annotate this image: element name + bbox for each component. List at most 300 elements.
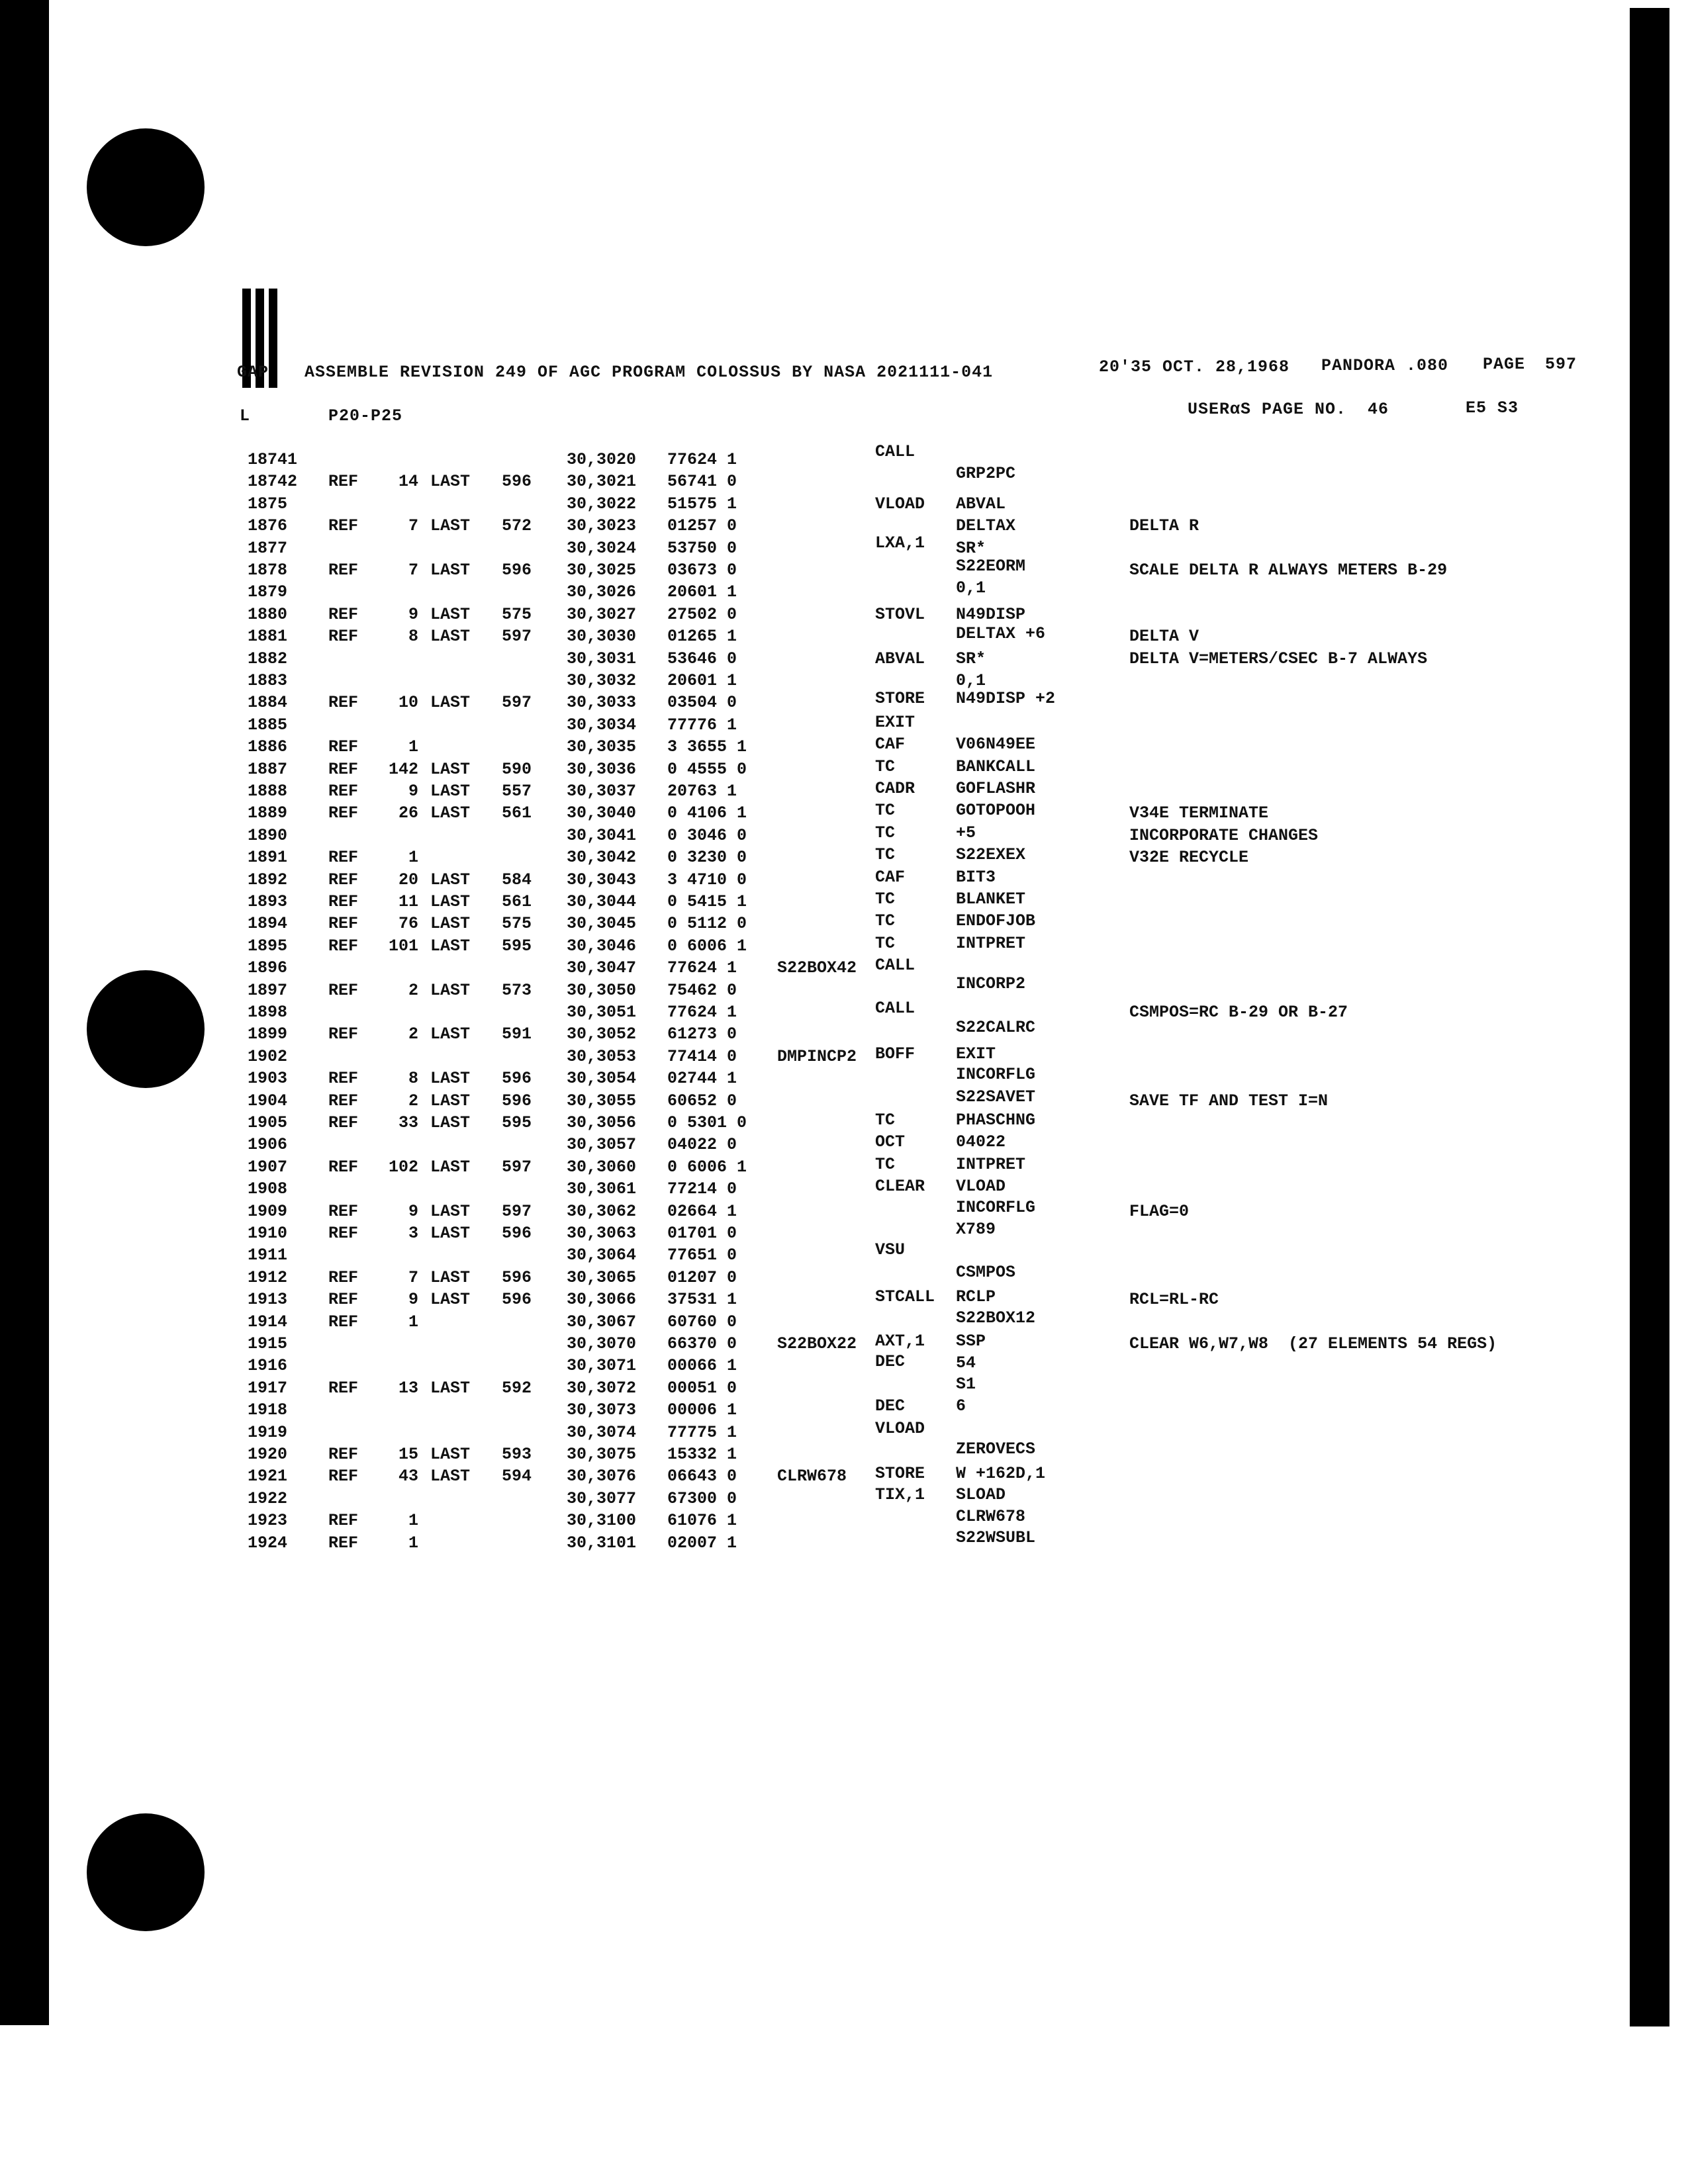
line-number: 1889 <box>248 803 288 823</box>
line-number: 1910 <box>248 1224 288 1243</box>
operand: INCORFLG <box>956 1065 1036 1085</box>
listing-row <box>0 958 1589 980</box>
opcode: VSU <box>875 1240 906 1260</box>
listing-row <box>0 1334 1589 1356</box>
address: 30,3044 <box>567 892 637 911</box>
operand: 6 <box>956 1396 966 1416</box>
header-prefix: GAP <box>237 363 269 382</box>
opcode: OCT <box>875 1132 906 1152</box>
octal-word: 77776 1 <box>667 715 737 735</box>
address: 30,3063 <box>567 1224 637 1243</box>
ref-marker: REF <box>328 759 359 779</box>
address: 30,3073 <box>567 1400 637 1420</box>
operand: VLOAD <box>956 1177 1006 1197</box>
line-number: 1917 <box>248 1378 288 1398</box>
listing-row <box>0 649 1589 671</box>
ref-marker: REF <box>328 1069 359 1089</box>
address: 30,3075 <box>567 1445 637 1464</box>
last-marker: LAST <box>430 1267 471 1287</box>
octal-word: 27502 0 <box>667 604 737 624</box>
comment: DELTA V=METERS/CSEC B-7 ALWAYS <box>1129 649 1428 668</box>
listing-row <box>0 974 1589 1003</box>
listing-row <box>0 1087 1589 1113</box>
address: 30,3062 <box>567 1201 637 1221</box>
line-number: 1923 <box>248 1511 288 1531</box>
header-page-number: 597 <box>1545 355 1577 374</box>
comment: INCORPORATE CHANGES <box>1129 825 1319 845</box>
line-number: 1909 <box>248 1201 288 1221</box>
listing-row <box>0 557 1589 582</box>
octal-word: 0 4555 0 <box>667 759 747 779</box>
opcode: TC <box>875 911 896 931</box>
octal-word: 0 4106 1 <box>667 803 747 823</box>
operand: S22SAVET <box>956 1087 1036 1107</box>
octal-word: 01257 0 <box>667 516 737 536</box>
last-page: 575 <box>502 914 532 934</box>
listing-row <box>0 1287 1589 1312</box>
last-page: 592 <box>502 1378 532 1398</box>
last-page: 593 <box>502 1445 532 1464</box>
line-number: 1908 <box>248 1179 288 1199</box>
address: 30,3060 <box>567 1157 637 1177</box>
last-marker: LAST <box>430 561 471 580</box>
operand: S22EXEX <box>956 845 1026 865</box>
address: 30,3035 <box>567 737 637 757</box>
address: 30,3034 <box>567 715 637 735</box>
comment: V34E TERMINATE <box>1129 803 1269 823</box>
operand: S1 <box>956 1374 976 1394</box>
operand: +5 <box>956 823 976 842</box>
octal-word: 51575 1 <box>667 494 737 514</box>
opcode: CALL <box>875 442 915 461</box>
listing-row <box>0 578 1589 604</box>
ref-marker: REF <box>328 936 359 956</box>
octal-word: 61273 0 <box>667 1024 737 1044</box>
last-page: 557 <box>502 782 532 801</box>
line-number: 1890 <box>248 825 288 845</box>
last-marker: LAST <box>430 627 471 647</box>
octal-word: 60652 0 <box>667 1091 737 1111</box>
last-page: 597 <box>502 1201 532 1221</box>
address: 30,3033 <box>567 693 637 713</box>
last-marker: LAST <box>430 472 471 492</box>
ref-marker: REF <box>328 782 359 801</box>
last-page: 597 <box>502 693 532 713</box>
last-page: 596 <box>502 561 532 580</box>
listing-row <box>0 999 1589 1024</box>
octal-word: 02007 1 <box>667 1533 737 1553</box>
symbol-label: CLRW678 <box>777 1467 847 1486</box>
ref-marker: REF <box>328 737 359 757</box>
ref-count: 3 <box>408 1224 418 1243</box>
line-number: 1884 <box>248 693 288 713</box>
last-page: 561 <box>502 803 532 823</box>
octal-word: 03504 0 <box>667 693 737 713</box>
operand: 0,1 <box>956 578 986 598</box>
opcode: CAF <box>875 735 906 754</box>
last-marker: LAST <box>430 1069 471 1089</box>
listing-row <box>0 1132 1589 1157</box>
octal-word: 06643 0 <box>667 1467 737 1486</box>
ref-count: 26 <box>398 803 418 823</box>
ref-marker: REF <box>328 693 359 713</box>
line-number: 1886 <box>248 737 288 757</box>
line-number: 1920 <box>248 1445 288 1464</box>
address: 30,3047 <box>567 958 637 978</box>
line-number: 1911 <box>248 1246 288 1265</box>
opcode: EXIT <box>875 712 915 732</box>
ref-count: 13 <box>398 1378 418 1398</box>
octal-word: 66370 0 <box>667 1334 737 1353</box>
octal-word: 0 6006 1 <box>667 1157 747 1177</box>
octal-word: 02664 1 <box>667 1201 737 1221</box>
address: 30,3031 <box>567 649 637 668</box>
line-number: 1903 <box>248 1069 288 1089</box>
last-page: 594 <box>502 1467 532 1486</box>
line-number: 1880 <box>248 604 288 624</box>
line-number: 1918 <box>248 1400 288 1420</box>
listing-row <box>0 823 1589 848</box>
address: 30,3041 <box>567 825 637 845</box>
operand: N49DISP <box>956 604 1026 624</box>
ref-count: 9 <box>408 1290 418 1310</box>
operand: S22BOX12 <box>956 1308 1036 1328</box>
ref-marker: REF <box>328 848 359 868</box>
address: 30,3076 <box>567 1467 637 1486</box>
last-page: 596 <box>502 1290 532 1310</box>
address: 30,3020 <box>567 450 637 469</box>
operand: DELTAX +6 <box>956 624 1046 644</box>
line-number: 1878 <box>248 561 288 580</box>
last-marker: LAST <box>430 1445 471 1464</box>
listing-row <box>0 1065 1589 1091</box>
line-number: 1881 <box>248 627 288 647</box>
last-marker: LAST <box>430 892 471 911</box>
opcode: CLEAR <box>875 1177 925 1197</box>
last-marker: LAST <box>430 1024 471 1044</box>
address: 30,3065 <box>567 1267 637 1287</box>
address: 30,3030 <box>567 627 637 647</box>
last-marker: LAST <box>430 1290 471 1310</box>
octal-word: 20601 1 <box>667 671 737 690</box>
address: 30,3045 <box>567 914 637 934</box>
opcode: TC <box>875 889 896 909</box>
listing-row <box>0 1484 1589 1511</box>
octal-word: 61076 1 <box>667 1511 737 1531</box>
listing-row <box>0 605 1589 627</box>
last-page: 596 <box>502 1091 532 1111</box>
octal-word: 0 3230 0 <box>667 848 747 868</box>
listing-row <box>0 464 1589 494</box>
address: 30,3040 <box>567 803 637 823</box>
ref-marker: REF <box>328 914 359 934</box>
last-page: 596 <box>502 1069 532 1089</box>
ref-marker: REF <box>328 1224 359 1243</box>
line-number: 1919 <box>248 1422 288 1442</box>
ref-count: 7 <box>408 1267 418 1287</box>
ref-count: 9 <box>408 782 418 801</box>
comment: DELTA V <box>1129 627 1199 647</box>
operand: EXIT <box>956 1044 996 1064</box>
operand: GOFLASHR <box>956 779 1036 798</box>
operand: S22WSUBL <box>956 1527 1036 1547</box>
ref-count: 20 <box>398 870 418 889</box>
listing-row <box>0 1439 1589 1467</box>
listing-row <box>0 516 1589 538</box>
listing-row <box>0 712 1589 737</box>
listing-row <box>0 442 1589 472</box>
listing-row <box>0 779 1589 803</box>
ref-marker: REF <box>328 1113 359 1132</box>
opcode: TC <box>875 756 896 776</box>
line-number: 1913 <box>248 1290 288 1310</box>
line-number: 1876 <box>248 516 288 536</box>
ref-count: 1 <box>408 1312 418 1332</box>
opcode: TIX,1 <box>875 1484 925 1504</box>
listing-row <box>0 1113 1589 1135</box>
last-marker: LAST <box>430 1157 471 1177</box>
operand: SSP <box>956 1332 986 1351</box>
octal-word: 37531 1 <box>667 1290 737 1310</box>
ref-count: 8 <box>408 1069 418 1089</box>
address: 30,3054 <box>567 1069 637 1089</box>
section-title: P20-P25 <box>328 406 403 426</box>
listing-row <box>0 889 1589 914</box>
line-number: 1899 <box>248 1024 288 1044</box>
last-page: 595 <box>502 936 532 956</box>
line-number: 1887 <box>248 759 288 779</box>
octal-word: 20763 1 <box>667 782 737 801</box>
octal-word: 03673 0 <box>667 561 737 580</box>
operand: RCLP <box>956 1287 996 1307</box>
opcode: AXT,1 <box>875 1332 925 1351</box>
line-number: 1906 <box>248 1135 288 1155</box>
address: 30,3025 <box>567 561 637 580</box>
address: 30,3064 <box>567 1246 637 1265</box>
listing-row <box>0 1396 1589 1422</box>
listing-row <box>0 624 1589 649</box>
listing-row <box>0 1352 1589 1378</box>
line-number: 1905 <box>248 1113 288 1132</box>
line-number: 1894 <box>248 914 288 934</box>
octal-word: 77624 1 <box>667 450 737 469</box>
comment: SAVE TF AND TEST I=N <box>1129 1091 1329 1111</box>
address: 30,3057 <box>567 1135 637 1155</box>
ref-marker: REF <box>328 803 359 823</box>
comment: FLAG=0 <box>1129 1201 1190 1221</box>
opcode: DEC <box>875 1396 906 1416</box>
address: 30,3061 <box>567 1179 637 1199</box>
operand: CLRW678 <box>956 1507 1026 1527</box>
octal-word: 77775 1 <box>667 1422 737 1442</box>
ref-count: 2 <box>408 1091 418 1111</box>
octal-word: 01701 0 <box>667 1224 737 1243</box>
listing-row <box>0 911 1589 936</box>
octal-word: 53646 0 <box>667 649 737 668</box>
ref-count: 2 <box>408 980 418 1000</box>
octal-word: 0 6006 1 <box>667 936 747 956</box>
operand: INTPRET <box>956 1154 1026 1174</box>
last-marker: LAST <box>430 693 471 713</box>
line-number: 1922 <box>248 1488 288 1508</box>
ref-marker: REF <box>328 1267 359 1287</box>
octal-word: 01265 1 <box>667 627 737 647</box>
line-number: 1904 <box>248 1091 288 1111</box>
operand: W +162D,1 <box>956 1464 1046 1484</box>
listing-row <box>0 1418 1589 1445</box>
line-number: 1907 <box>248 1157 288 1177</box>
address: 30,3037 <box>567 782 637 801</box>
operand: BLANKET <box>956 889 1026 909</box>
address: 30,3043 <box>567 870 637 889</box>
address: 30,3100 <box>567 1511 637 1531</box>
section-code: E5 S3 <box>1466 398 1519 418</box>
last-marker: LAST <box>430 1091 471 1111</box>
line-number: 1879 <box>248 582 288 602</box>
ref-marker: REF <box>328 1201 359 1221</box>
listing-row <box>0 737 1589 759</box>
comment: SCALE DELTA R ALWAYS METERS B-29 <box>1129 561 1448 580</box>
operand: INCORP2 <box>956 974 1026 993</box>
listing-row <box>0 1179 1589 1201</box>
operand: PHASCHNG <box>956 1111 1036 1130</box>
ref-marker: REF <box>328 472 359 492</box>
listing-row <box>0 803 1589 825</box>
last-marker: LAST <box>430 936 471 956</box>
opcode: VLOAD <box>875 494 925 514</box>
operand: 04022 <box>956 1132 1006 1152</box>
address: 30,3101 <box>567 1533 637 1553</box>
ref-count: 8 <box>408 627 418 647</box>
line-number: 1912 <box>248 1267 288 1287</box>
opcode: LXA,1 <box>875 533 925 553</box>
last-marker: LAST <box>430 516 471 536</box>
last-marker: LAST <box>430 1378 471 1398</box>
octal-word: 0 5301 0 <box>667 1113 747 1132</box>
listing-row <box>0 533 1589 561</box>
address: 30,3071 <box>567 1356 637 1376</box>
octal-word: 75462 0 <box>667 980 737 1000</box>
operand: BANKCALL <box>956 756 1036 776</box>
octal-word: 77214 0 <box>667 1179 737 1199</box>
comment: V32E RECYCLE <box>1129 848 1249 868</box>
header-title: ASSEMBLE REVISION 249 OF AGC PROGRAM COLOSSUS BY NASA 2021111-041 <box>305 363 994 382</box>
operand: GRP2PC <box>956 464 1016 484</box>
octal-word: 77624 1 <box>667 1003 737 1022</box>
line-number: 1882 <box>248 649 288 668</box>
ref-count: 9 <box>408 604 418 624</box>
opcode: STORE <box>875 689 925 709</box>
operand: N49DISP +2 <box>956 689 1056 709</box>
line-number: 1897 <box>248 980 288 1000</box>
ref-marker: REF <box>328 870 359 889</box>
comment: CLEAR W6,W7,W8 (27 ELEMENTS 54 REGS) <box>1129 1334 1497 1353</box>
octal-word: 04022 0 <box>667 1135 737 1155</box>
address: 30,3026 <box>567 582 637 602</box>
ref-count: 14 <box>398 472 418 492</box>
ref-count: 1 <box>408 1533 418 1553</box>
last-page: 596 <box>502 1224 532 1243</box>
last-page: 596 <box>502 472 532 492</box>
comment: DELTA R <box>1129 516 1199 536</box>
octal-word: 3 4710 0 <box>667 870 747 889</box>
ref-count: 102 <box>388 1157 418 1177</box>
listing-row <box>0 1507 1589 1533</box>
opcode: TC <box>875 933 896 953</box>
listing-row <box>0 1197 1589 1224</box>
ref-marker: REF <box>328 604 359 624</box>
operand: ABVAL <box>956 494 1006 514</box>
line-number: 1916 <box>248 1356 288 1376</box>
line-number: 1914 <box>248 1312 288 1332</box>
ref-marker: REF <box>328 1091 359 1111</box>
operand: ENDOFJOB <box>956 911 1036 931</box>
comment: CSMPOS=RC B-29 OR B-27 <box>1129 1003 1348 1022</box>
opcode: TC <box>875 801 896 821</box>
listing-row <box>0 1262 1589 1290</box>
listing-row <box>0 1018 1589 1046</box>
address: 30,3077 <box>567 1488 637 1508</box>
operand: BIT3 <box>956 867 996 887</box>
octal-word: 00066 1 <box>667 1356 737 1376</box>
line-number: 1924 <box>248 1533 288 1553</box>
last-page: 575 <box>502 604 532 624</box>
opcode: ABVAL <box>875 649 925 668</box>
ref-marker: REF <box>328 1445 359 1464</box>
ref-count: 101 <box>388 936 418 956</box>
last-page: 561 <box>502 892 532 911</box>
ref-marker: REF <box>328 1378 359 1398</box>
ref-count: 9 <box>408 1201 418 1221</box>
octal-word: 15332 1 <box>667 1445 737 1464</box>
ref-marker: REF <box>328 1290 359 1310</box>
listing-row <box>0 756 1589 782</box>
header-datetime: 20'35 OCT. 28,1968 <box>1099 357 1290 377</box>
ref-count: 142 <box>388 759 418 779</box>
comment: RCL=RL-RC <box>1129 1290 1219 1310</box>
opcode: VLOAD <box>875 1418 925 1438</box>
operand: V06N49EE <box>956 735 1036 754</box>
octal-word: 77624 1 <box>667 958 737 978</box>
line-number: 1895 <box>248 936 288 956</box>
ref-count: 1 <box>408 1511 418 1531</box>
address: 30,3055 <box>567 1091 637 1111</box>
opcode: CALL <box>875 999 915 1018</box>
opcode: TC <box>875 1111 896 1130</box>
octal-word: 3 3655 1 <box>667 737 747 757</box>
last-page: 597 <box>502 627 532 647</box>
octal-word: 0 5112 0 <box>667 914 747 934</box>
listing-row <box>0 689 1589 715</box>
octal-word: 77414 0 <box>667 1046 737 1066</box>
line-number: 1915 <box>248 1334 288 1353</box>
last-page: 597 <box>502 1157 532 1177</box>
address: 30,3021 <box>567 472 637 492</box>
last-marker: LAST <box>430 803 471 823</box>
line-number: 1893 <box>248 892 288 911</box>
octal-word: 77651 0 <box>667 1246 737 1265</box>
address: 30,3023 <box>567 516 637 536</box>
ref-marker: REF <box>328 1511 359 1531</box>
address: 30,3051 <box>567 1003 637 1022</box>
ref-count: 11 <box>398 892 418 911</box>
opcode: DEC <box>875 1352 906 1372</box>
ref-count: 2 <box>408 1024 418 1044</box>
ref-count: 33 <box>398 1113 418 1132</box>
address: 30,3042 <box>567 848 637 868</box>
header-page-label: PAGE <box>1483 355 1526 374</box>
opcode: TC <box>875 823 896 842</box>
